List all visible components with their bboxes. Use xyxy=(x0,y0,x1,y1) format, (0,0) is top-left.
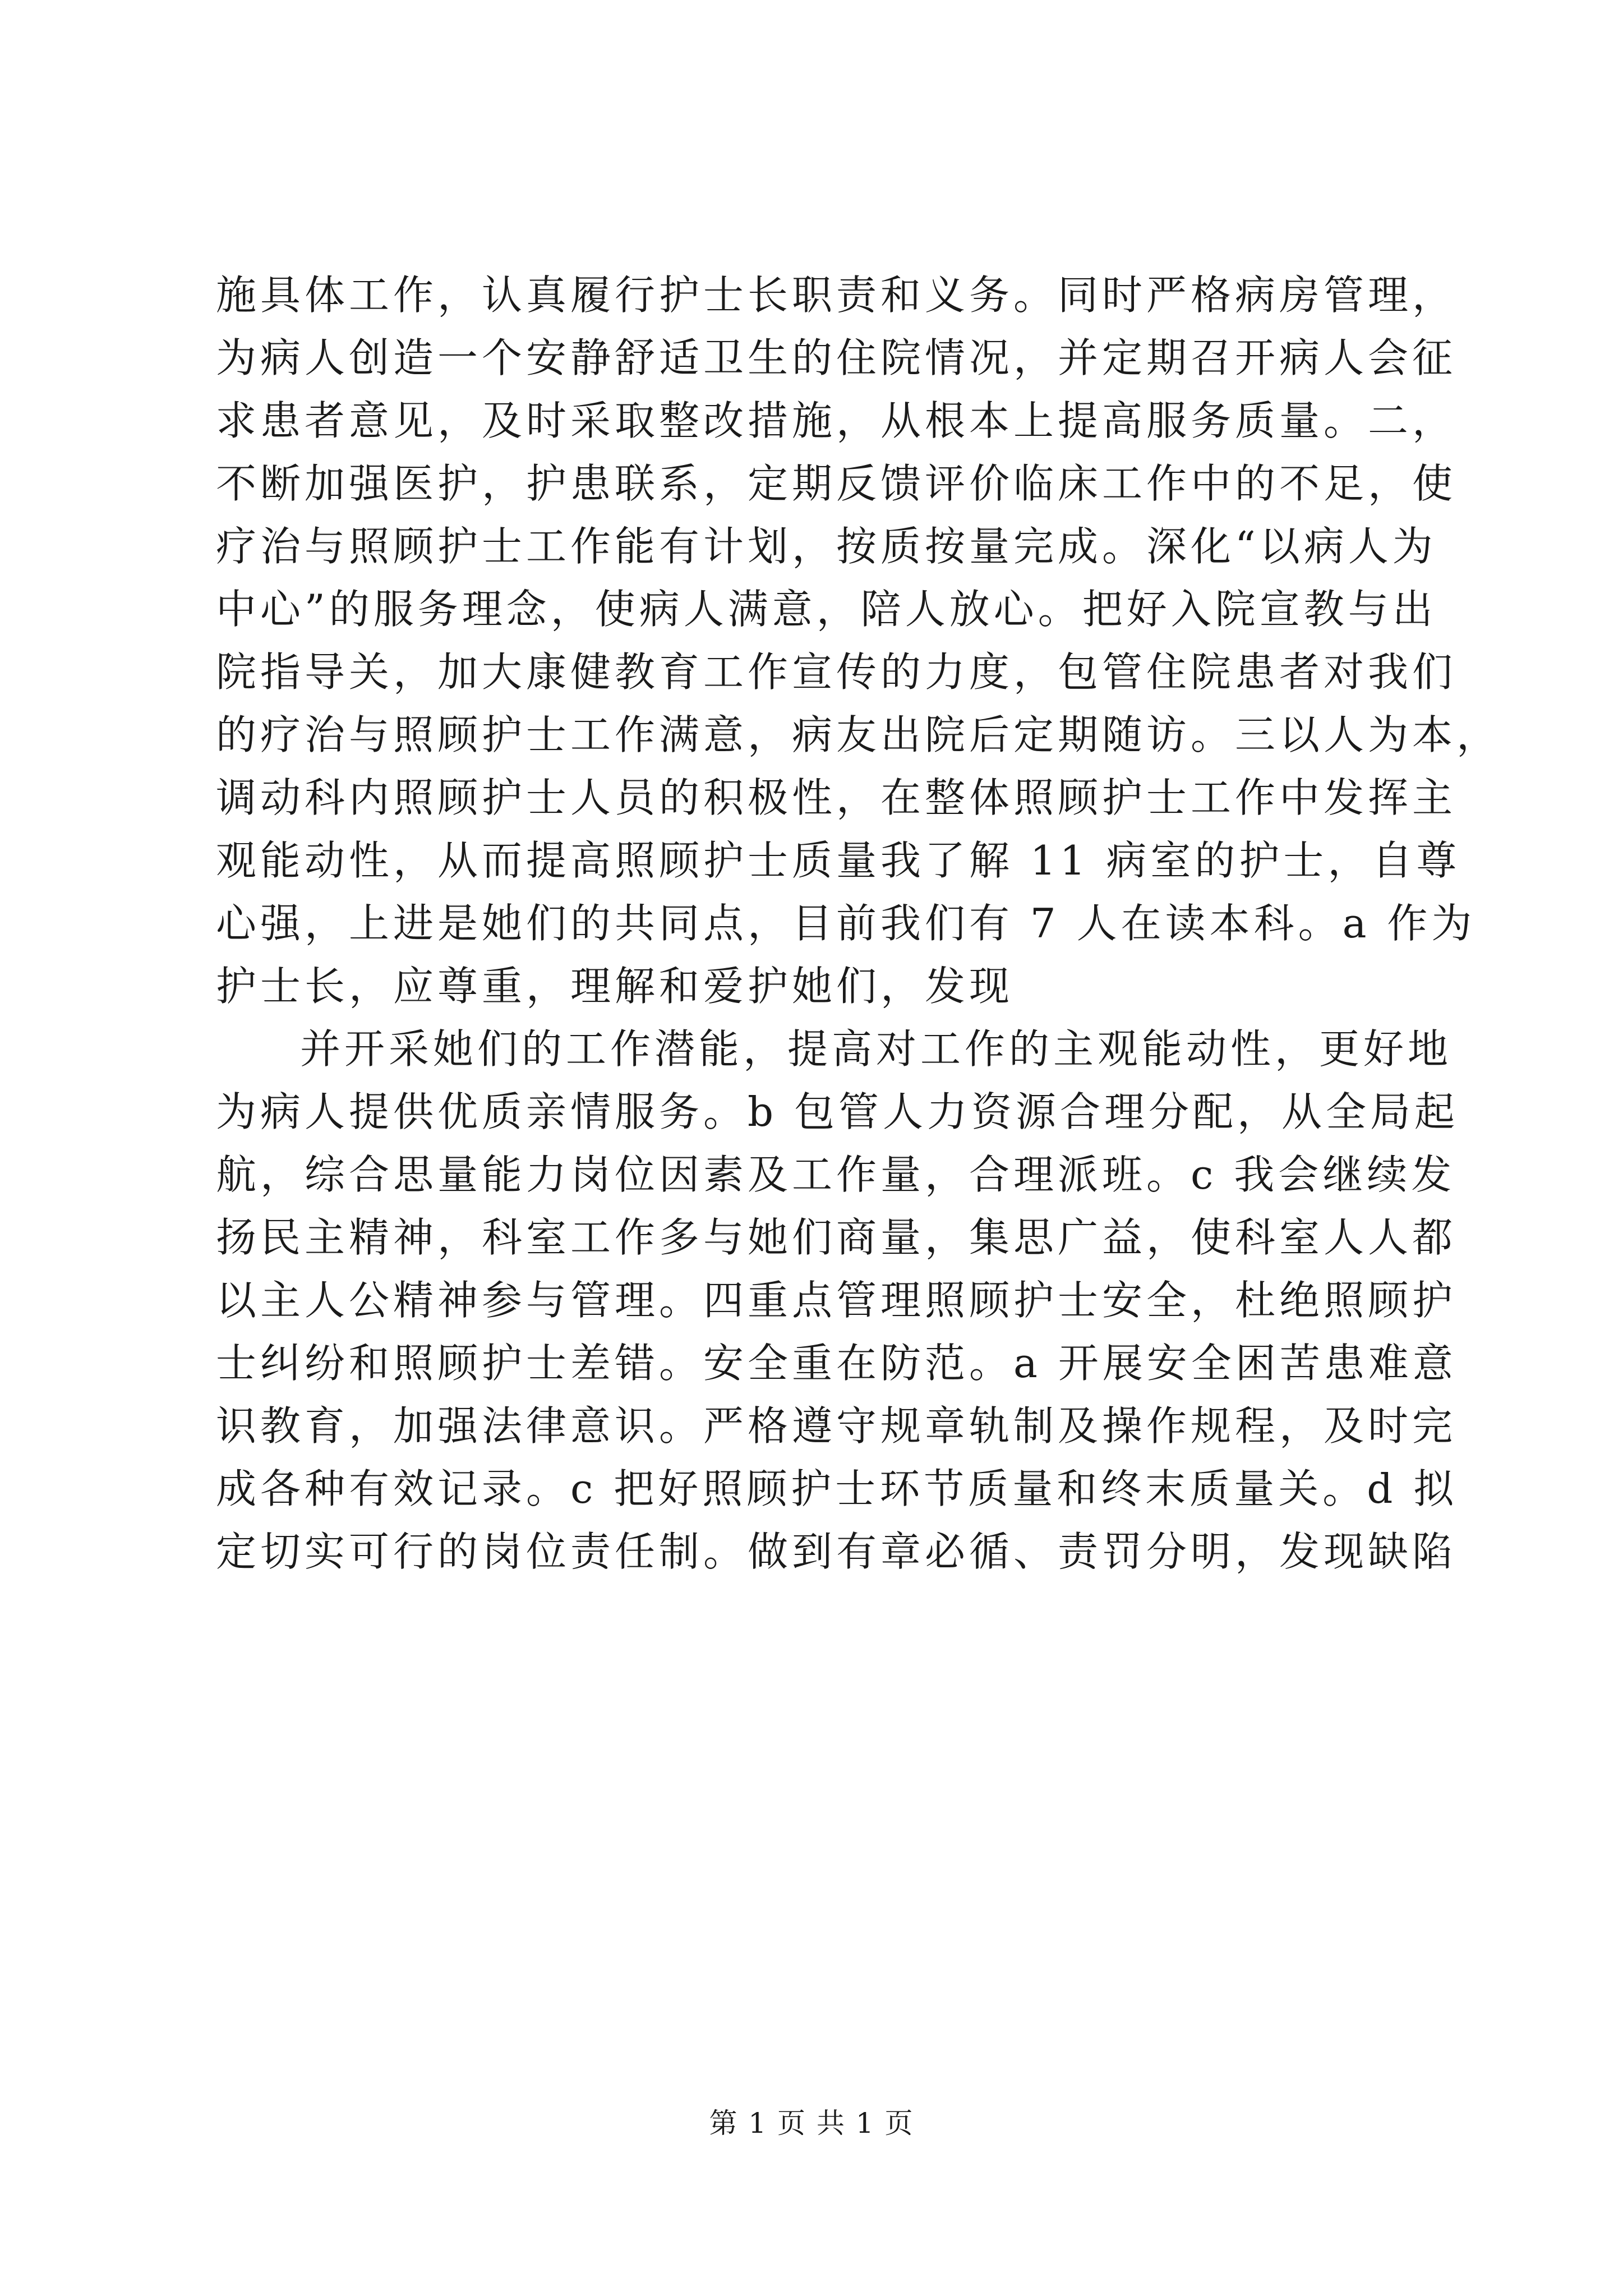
text-line: 为病人提供优质亲情服务。b 包管人力资源合理分配，从全局起 xyxy=(216,1088,1459,1135)
text-line: 士纠纷和照顾护士差错。安全重在防范。a 开展安全困苦患难意 xyxy=(216,1340,1457,1387)
document-body xyxy=(216,264,1501,1583)
page-footer xyxy=(0,2101,1623,2141)
text-line: 以主人公精神参与管理。四重点管理照顾护士安全，杜绝照顾护 xyxy=(216,1277,1457,1324)
text-line: 护士长，应尊重，理解和爱护她们，发现 xyxy=(216,963,1014,1010)
text-line: 心强，上进是她们的共同点，目前我们有 7 人在读本科。a 作为 xyxy=(216,900,1476,947)
paragraph-1 xyxy=(216,264,1501,1018)
text-line: 识教育，加强法律意识。严格遵守规章轨制及操作规程，及时完 xyxy=(216,1402,1457,1450)
text-line: 成各种有效记录。c 把好照顾护士环节质量和终末质量关。d 拟 xyxy=(216,1465,1458,1512)
text-line: 疗治与照顾护士工作能有计划，按质按量完成。深化“以病人为 xyxy=(216,523,1437,570)
text-line: 扬民主精神，科室工作多与她们商量，集思广益，使科室人人都 xyxy=(216,1214,1457,1261)
text-line: 求患者意见，及时采取整改措施，从根本上提高服务质量。二， xyxy=(216,397,1457,444)
text-line: 为病人创造一个安静舒适卫生的住院情况，并定期召开病人会征 xyxy=(216,334,1457,381)
text-line: 调动科内照顾护士人员的积极性，在整体照顾护士工作中发挥主 xyxy=(216,774,1457,821)
text-line: 院指导关，加大康健教育工作宣传的力度，包管住院患者对我们 xyxy=(216,648,1457,696)
page-number-label: 第 1 页 共 1 页 xyxy=(709,2107,914,2139)
text-line: 的疗治与照顾护士工作满意，病友出院后定期随访。三以人为本， xyxy=(216,711,1501,758)
text-line: 不断加强医护，护患联系，定期反馈评价临床工作中的不足，使 xyxy=(216,460,1457,507)
paragraph-2 xyxy=(216,1018,1459,1583)
text-line: 施具体工作，认真履行护士长职责和义务。同时严格病房管理， xyxy=(216,272,1457,319)
text-line: 定切实可行的岗位责任制。做到有章必循、责罚分明，发现缺陷 xyxy=(216,1528,1457,1575)
text-line: 中心”的服务理念，使病人满意，陪人放心。把好入院宣教与出 xyxy=(216,586,1437,633)
text-line: 观能动性，从而提高照顾护士质量我了解 11 病室的护士，自尊 xyxy=(216,837,1461,884)
text-line: 并开采她们的工作潜能，提高对工作的主观能动性，更好地 xyxy=(300,1025,1453,1073)
text-line: 航，综合思量能力岗位因素及工作量，合理派班。c 我会继续发 xyxy=(216,1151,1456,1198)
